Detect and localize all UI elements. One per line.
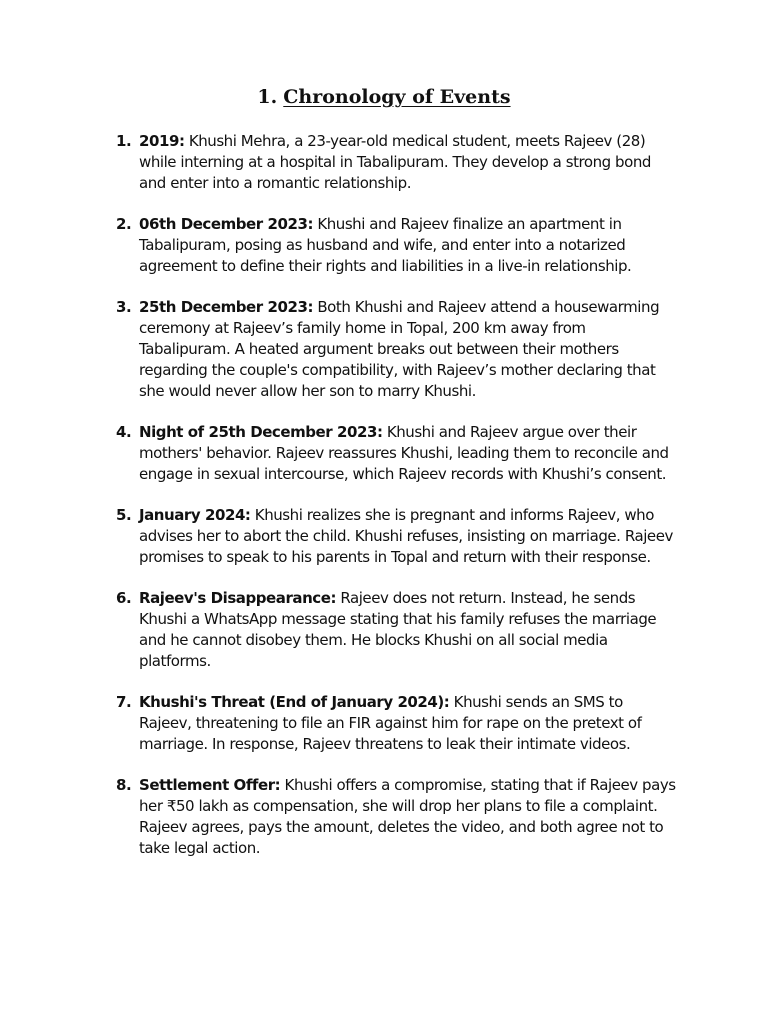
event-label: Settlement Offer: xyxy=(139,776,281,794)
event-text: Khushi sends an SMS to Rajeev, threatening to file an FIR against him for rape on the pretext of marriage. In response, Rajeev threatens to leak their intimate videos. xyxy=(139,693,642,753)
event-item-1 xyxy=(116,131,676,194)
event-text: Khushi offers a compromise, stating that if Rajeev pays her ₹50 lakh as compensation, she will drop her plans to file a complaint. Rajeev agrees, pays the amount, deletes the video, and both agree not to take legal action. xyxy=(139,776,676,857)
event-item-6 xyxy=(116,588,676,672)
section-number: 1. xyxy=(257,86,278,108)
event-number: 2. xyxy=(116,215,132,233)
event-number: 5. xyxy=(116,506,132,524)
event-item-5 xyxy=(116,505,676,568)
event-text: Rajeev does not return. Instead, he sends Khushi a WhatsApp message stating that his family refuses the marriage and he cannot disobey them. He blocks Khushi on all social media platforms. xyxy=(139,589,657,670)
event-number: 1. xyxy=(116,132,132,150)
event-number: 8. xyxy=(116,776,132,794)
events-list xyxy=(116,131,676,879)
event-text: Both Khushi and Rajeev attend a housewarming ceremony at Rajeev’s family home in Topal, 200 km away from Tabalipuram. A heated argument breaks out between their mothers regarding the couple's compatibility, with Rajeev’s mother declaring that she would never allow her son to marry Khushi. xyxy=(139,298,660,400)
event-label: Night of 25th December 2023: xyxy=(139,423,383,441)
event-number: 4. xyxy=(116,423,132,441)
event-label: 2019: xyxy=(139,132,185,150)
event-item-4 xyxy=(116,422,676,485)
event-number: 7. xyxy=(116,693,132,711)
event-item-7 xyxy=(116,692,676,755)
event-text: Khushi and Rajeev finalize an apartment in Tabalipuram, posing as husband and wife, and enter into a notarized agreement to define their rights and liabilities in a live-in relationship. xyxy=(139,215,632,275)
event-label: 06th December 2023: xyxy=(139,215,313,233)
event-item-8 xyxy=(116,775,676,859)
section-title: Chronology of Events xyxy=(283,86,511,108)
event-text: Khushi Mehra, a 23-year-old medical student, meets Rajeev (28) while interning at a hospital in Tabalipuram. They develop a strong bond and enter into a romantic relationship. xyxy=(139,132,651,192)
event-label: 25th December 2023: xyxy=(139,298,313,316)
section-heading xyxy=(0,86,768,108)
event-label: Khushi's Threat (End of January 2024): xyxy=(139,693,450,711)
event-text: Khushi and Rajeev argue over their mothers' behavior. Rajeev reassures Khushi, leading them to reconcile and engage in sexual intercourse, which Rajeev records with Khushi’s consent. xyxy=(139,423,669,483)
event-label: January 2024: xyxy=(139,506,251,524)
event-text: Khushi realizes she is pregnant and informs Rajeev, who advises her to abort the child. Khushi refuses, insisting on marriage. Rajeev promises to speak to his parents in Topal and return with their response. xyxy=(139,506,673,566)
event-number: 6. xyxy=(116,589,132,607)
event-item-3 xyxy=(116,297,676,402)
event-item-2 xyxy=(116,214,676,277)
event-label: Rajeev's Disappearance: xyxy=(139,589,337,607)
event-number: 3. xyxy=(116,298,132,316)
